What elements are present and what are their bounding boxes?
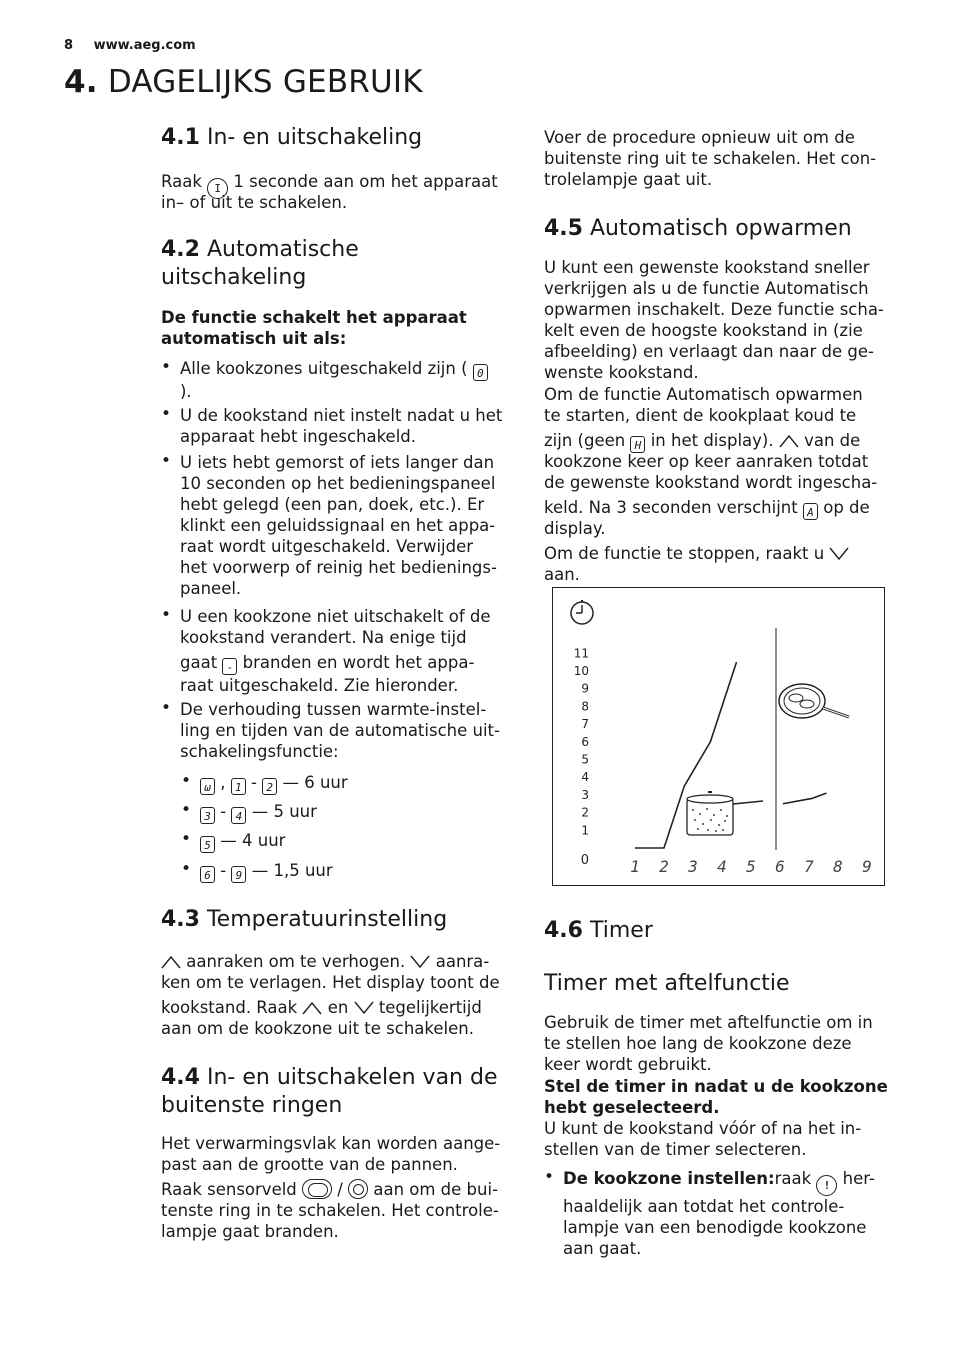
outer-ring-circle-icon [348, 1179, 368, 1199]
digit-0-icon: 0 [473, 364, 488, 381]
section-4-6-heading: 4.6 Timer [544, 918, 653, 943]
s45-line4: kelt even de hoogste kookstand in (zie [544, 321, 863, 340]
pan-illustration [779, 684, 849, 718]
y-tick-label: 7 [581, 717, 589, 732]
s41-line1: Raak I 1 seconde aan om het apparaat [161, 171, 498, 199]
series-line-kookstand [783, 793, 827, 804]
outer-ring-oval-icon [302, 1179, 332, 1199]
section-4-1-heading: 4.1 In- en uitschakeling [161, 125, 423, 150]
s41-line2: in– of uit te schakelen. [161, 193, 348, 212]
s45-line14: Om de functie te stoppen, raakt u [544, 543, 849, 564]
pot-illustration [687, 792, 763, 835]
timer-icon: ! [816, 1175, 837, 1196]
setting-5-icon: 5 [200, 836, 215, 853]
bullet-dot: • [544, 1167, 555, 1187]
chevron-down-icon [410, 955, 430, 969]
page-number: 8 [64, 38, 74, 53]
y-tick-label: 11 [573, 646, 589, 661]
x-tick-label: 4 [717, 857, 727, 876]
s42-bullet-1: • Alle kookzones uitgeschakeld zijn ( 0 ). [180, 358, 520, 402]
display-H-icon: H [630, 436, 645, 453]
s46-line7: stellen van de timer selecteren. [544, 1140, 807, 1159]
power-icon: I [207, 178, 228, 199]
y-tick-label: 0 [580, 853, 589, 868]
bullet-dot: • [161, 698, 172, 718]
s44-line4: tenste ring in te schakelen. Het controle- [161, 1201, 499, 1220]
s43-line4: aan om de kookzone uit te schakelen. [161, 1019, 474, 1038]
chapter-number: 4. [64, 64, 98, 100]
chevron-up-icon [161, 955, 181, 969]
s42-intro1: De functie schakelt het apparaat [161, 308, 467, 327]
site-url[interactable]: www.aeg.com [93, 38, 196, 53]
setting-row-4: • 6 - 9 — 1,5 uur [181, 859, 333, 882]
x-tick-label: 9 [862, 857, 872, 876]
s45-line7: Om de functie Automatisch opwarmen [544, 385, 863, 404]
chapter-title [64, 64, 423, 100]
rt-line2: buitenste ring uit te schakelen. Het con- [544, 149, 877, 168]
s45-line3: opwarmen inschakelt. Deze functie scha- [544, 300, 884, 319]
setting-9-icon: 9 [231, 866, 246, 883]
s42-bullet-3: • U iets hebt gemorst of iets langer dan 10 seconden op het bedieningspaneel hebt gelegd (een pan, doek, etc.). Er klinkt een geluidssignaal en het appa- raat wordt uitgeschakeld. Verwijder het voorwerp of reinig het bedienings- paneel. [161, 451, 497, 598]
chapter-title-text: DAGELIJKS GEBRUIK [107, 64, 423, 100]
setting-row-3: • 5 — 4 uur [181, 829, 286, 852]
s45-line11: de gewenste kookstand wordt ingescha- [544, 473, 878, 492]
chevron-up-icon [302, 1001, 322, 1015]
s46-line5: hebt geselecteerd. [544, 1098, 720, 1117]
dash-display-icon: - [222, 658, 237, 675]
y-tick-label: 6 [581, 734, 589, 749]
page-header [64, 38, 196, 53]
s42-bullet-4: • U een kookzone niet uitschakelt of de kookstand verandert. Na enige tijd gaat - branden en wordt het appa- raat uitgeschakeld. Zie hieronder. [161, 605, 491, 695]
s45-line5: afbeelding) en verlaagt dan naar de ge- [544, 342, 874, 361]
s46-bullet-1: • De kookzone instellen:raak ! her- haaldelijk aan totdat het controle- lampje van een benodigde kookzone aan gaat. [544, 1167, 875, 1258]
rt-line3: trolelampje gaat uit. [544, 170, 713, 189]
s44-line5: lampje gaat branden. [161, 1222, 339, 1241]
s45-line1: U kunt een gewenste kookstand sneller [544, 258, 870, 277]
x-tick-label: 7 [804, 857, 814, 876]
s45-line2: verkrijgen als u de functie Automatisch [544, 279, 869, 298]
s43-line1: aanraken om te verhogen. aanra- [161, 951, 489, 972]
section-4-3-heading: 4.3 Temperatuurinstelling [161, 907, 448, 932]
s46-line4: Stel de timer in nadat u de kookzone [544, 1077, 888, 1096]
x-tick-label: 8 [833, 857, 843, 876]
bullet-dot: • [161, 357, 172, 377]
s44-line2: past aan de grootte van de pannen. [161, 1155, 458, 1174]
chevron-down-icon [829, 547, 849, 561]
setting-row-2: • 3 - 4 — 5 uur [181, 800, 317, 823]
chevron-down-icon [354, 1001, 374, 1015]
setting-1-icon: 1 [231, 778, 246, 795]
s46-line3: keer wordt gebruikt. [544, 1055, 712, 1074]
timer-subtitle: Timer met aftelfunctie [544, 971, 790, 996]
x-tick-label: 1 [630, 857, 640, 876]
chevron-up-icon [779, 434, 799, 448]
s46-line6: U kunt de kookstand vóór of na het in- [544, 1119, 862, 1138]
y-tick-label: 5 [581, 752, 589, 767]
s46-line1: Gebruik de timer met aftelfunctie om in [544, 1013, 873, 1032]
section-4-4-heading-2: buitenste ringen [161, 1093, 343, 1118]
x-tick-label: 3 [688, 857, 698, 876]
x-tick-label: 2 [659, 857, 669, 876]
bullet-dot: • [161, 451, 172, 471]
setting-2-icon: 2 [262, 778, 277, 795]
s45-line13: display. [544, 519, 606, 538]
display-A-icon: A [803, 503, 818, 520]
setting-row-1: • ω , 1 - 2 — 6 uur [181, 771, 348, 794]
s45-line6: wenste kookstand. [544, 363, 699, 382]
y-tick-label: 3 [581, 787, 589, 802]
x-tick-label: 5 [746, 857, 756, 876]
bullet-dot: • [161, 404, 172, 424]
s43-line2: ken om te verlagen. Het display toont de [161, 973, 500, 992]
s45-line9: zijn (geen H in het display). van de [544, 431, 861, 452]
y-tick-label: 8 [581, 699, 589, 714]
clock-icon [571, 600, 593, 624]
s44-line1: Het verwarmingsvlak kan worden aange- [161, 1134, 501, 1153]
s44-line3: Raak sensorveld / aan om de bui- [161, 1180, 499, 1199]
s42-bullet-2: • U de kookstand niet instelt nadat u het apparaat hebt ingeschakeld. [161, 404, 503, 446]
s45-line12: keld. Na 3 seconden verschijnt A op de [544, 498, 870, 519]
y-tick-label: 2 [581, 805, 589, 820]
s46-line2: te stellen hoe lang de kookzone deze [544, 1034, 852, 1053]
x-tick-label: 6 [775, 857, 785, 876]
y-tick-label: 1 [581, 823, 589, 838]
setting-4-icon: 4 [231, 807, 246, 824]
section-4-4-heading: 4.4 In- en uitschakelen van de [161, 1065, 498, 1090]
setting-6-icon: 6 [200, 866, 215, 883]
s42-bullet-5: • De verhouding tussen warmte-instel- ling en tijden van de automatische uit- schakelingsfunctie: [161, 698, 500, 761]
y-tick-label: 4 [581, 770, 589, 785]
s42-intro2: automatisch uit als: [161, 329, 347, 348]
section-4-2-heading-2: uitschakeling [161, 265, 307, 290]
s45-line8: te starten, dient de kookplaat koud te [544, 406, 857, 425]
y-tick-label: 9 [581, 681, 589, 696]
section-4-2-heading: 4.2 Automatische [161, 237, 359, 262]
chart-svg [553, 588, 886, 887]
section-4-5-heading: 4.5 Automatisch opwarmen [544, 216, 852, 241]
s43-line3: kookstand. Raak en tegelijkertijd [161, 998, 482, 1017]
y-tick-label: 10 [573, 664, 589, 678]
setting-w-icon: ω [200, 778, 215, 795]
rt-line1: Voer de procedure opnieuw uit om de [544, 128, 855, 147]
bullet-dot: • [161, 605, 172, 625]
auto-heat-chart [552, 587, 885, 886]
s45-line15: aan. [544, 565, 580, 584]
setting-3-icon: 3 [200, 807, 215, 824]
x-axis-ticks [630, 857, 872, 876]
s45-line10: kookzone keer op keer aanraken totdat [544, 452, 869, 471]
y-axis-ticks [574, 646, 589, 868]
